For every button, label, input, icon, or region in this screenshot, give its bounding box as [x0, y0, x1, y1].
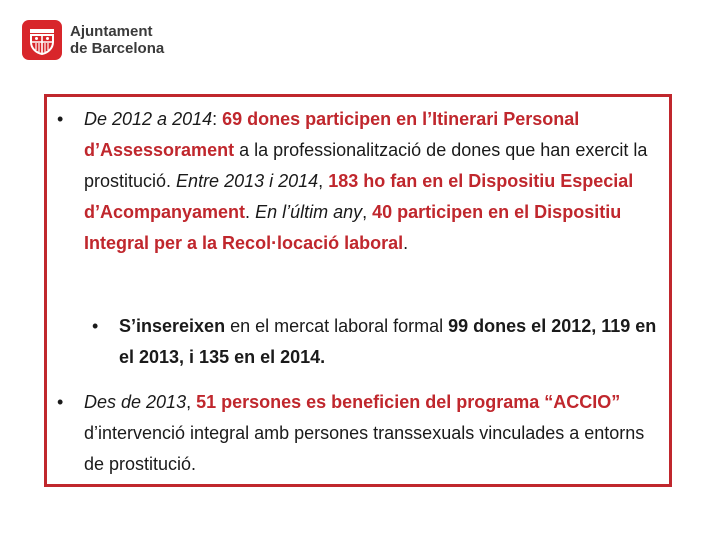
text: en el mercat laboral formal — [225, 316, 449, 336]
highlight: 69 dones participen en l’Itinerari Personal d’Assessorament — [84, 109, 580, 160]
text: . — [245, 202, 256, 222]
period-label: Entre 2013 i 2014 — [176, 171, 319, 191]
bullet-2 — [92, 311, 659, 373]
period-label: Des de 2013 — [84, 392, 187, 412]
logo-line-1: Ajuntament — [70, 23, 153, 40]
bullet-marker: • — [57, 109, 64, 129]
highlight: 183 ho fan en el Dispositiu Especial d’Acompanyament — [84, 171, 634, 222]
text: , — [186, 392, 197, 412]
bullet-3 — [57, 387, 664, 480]
bullet-marker: • — [92, 316, 99, 336]
text: . — [403, 233, 409, 253]
period-label: En l’últim any — [255, 202, 363, 222]
ajuntament-logo — [22, 20, 164, 60]
bullet-marker: • — [57, 392, 64, 412]
text: , — [362, 202, 373, 222]
highlight: 51 persones es beneficien del programa “ACCIO” — [196, 392, 621, 412]
highlight: 99 dones el 2012, 119 en el 2013, i 135 en el 2014. — [119, 316, 657, 367]
bullet-1 — [57, 104, 664, 259]
highlight: 40 participen en el Dispositiu Integral per a la Recol·locació laboral — [84, 202, 622, 253]
logo-line-2: de Barcelona — [70, 40, 165, 57]
text: : — [212, 109, 223, 129]
highlight: S’insereixen — [119, 316, 226, 336]
text: a la professionalització de dones que han exercit la prostitució. — [84, 140, 648, 191]
barcelona-shield-icon — [22, 20, 62, 60]
text: d’intervenció integral amb persones transsexuals vinculades a entorns de prostitució. — [84, 423, 645, 474]
text: , — [318, 171, 329, 191]
period-label: De 2012 a 2014 — [84, 109, 213, 129]
